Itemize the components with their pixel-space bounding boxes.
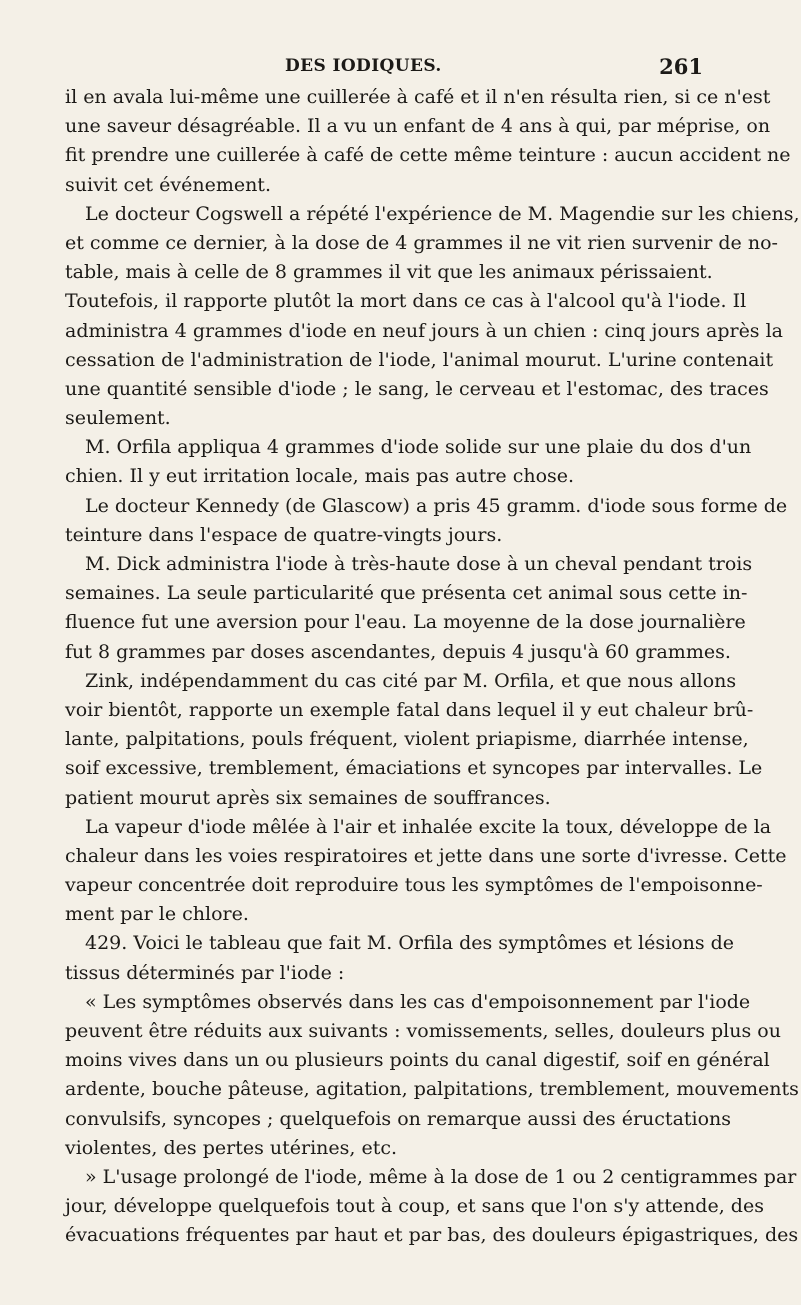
text-line: voir bientôt, rapporte un exemple fatal dans lequel il y eut chaleur brû- (65, 698, 754, 721)
text-line: chien. Il y eut irritation locale, mais pas autre chose. (65, 465, 575, 488)
text-line: jour, développe quelquefois tout à coup, et sans que l'on s'y attende, des (65, 1195, 764, 1218)
text-line: soif excessive, tremblement, émaciations et syncopes par intervalles. Le (65, 757, 763, 780)
text-line: peuvent être réduits aux suivants : vomissements, selles, douleurs plus ou (65, 1020, 781, 1042)
text-line: fut 8 grammes par doses ascendantes, depuis 4 jusqu'à 60 grammes. (65, 640, 731, 663)
text-line: M. Dick administra l'iode à très-haute dose à un cheval pendant trois (85, 553, 753, 575)
running-title: DES IODIQUES. (285, 56, 442, 76)
text-line: administra 4 grammes d'iode en neuf jours à un chien : cinq jours après la (65, 319, 784, 342)
text-line: tissus déterminés par l'iode : (65, 961, 345, 984)
text-line: Zink, indépendamment du cas cité par M. Orfila, et que nous allons (85, 669, 737, 692)
text-line: 429. Voici le tableau que fait M. Orfila des symptômes et lésions de (85, 932, 735, 955)
text-line: ardente, bouche pâteuse, agitation, palpitations, tremblement, mouvements (65, 1078, 799, 1101)
page-number: 261 (659, 54, 703, 79)
text-line: La vapeur d'iode mêlée à l'air et inhalée excite la toux, développe de la (85, 815, 772, 838)
text-line: » L'usage prolongé de l'iode, même à la dose de 1 ou 2 centigrammes par (85, 1165, 797, 1188)
text-line: seulement. (65, 407, 171, 430)
text-line: M. Orfila appliqua 4 grammes d'iode solide sur une plaie du dos d'un (85, 436, 752, 459)
text-line: vapeur concentrée doit reproduire tous les symptômes de l'empoisonne- (65, 874, 763, 897)
body-text (65, 83, 800, 1251)
text-line: cessation de l'administration de l'iode, l'animal mourut. L'urine contenait (65, 348, 774, 371)
text-line: moins vives dans un ou plusieurs points du canal digestif, soif en général (65, 1049, 770, 1072)
text-line: semaines. La seule particularité que présenta cet animal sous cette in- (65, 582, 748, 605)
text-line: violentes, des pertes utérines, etc. (65, 1136, 398, 1159)
text-line: Le docteur Cogswell a répété l'expérience de M. Magendie sur les chiens, (85, 202, 800, 225)
text-line: convulsifs, syncopes ; quelquefois on remarque aussi des éructations (65, 1107, 732, 1130)
text-line: teinture dans l'espace de quatre-vingts jours. (65, 523, 503, 546)
text-line: patient mourut après six semaines de souffrances. (65, 786, 551, 809)
text-line: « Les symptômes observés dans les cas d'empoisonnement par l'iode (85, 990, 751, 1013)
text-line: il en avala lui-même une cuillerée à café et il n'en résulta rien, si ce n'est (65, 86, 771, 108)
text-line: table, mais à celle de 8 grammes il vit que les animaux périssaient. (65, 261, 713, 284)
text-line: Toutefois, il rapporte plutôt la mort dans ce cas à l'alcool qu'à l'iode. Il (65, 290, 747, 313)
text-line: évacuations fréquentes par haut et par bas, des douleurs épigastriques, des (65, 1224, 799, 1247)
text-line: et comme ce dernier, à la dose de 4 grammes il ne vit rien survenir de no- (65, 231, 778, 254)
text-line: une saveur désagréable. Il a vu un enfant de 4 ans à qui, par méprise, on (65, 115, 771, 138)
text-line: chaleur dans les voies respiratoires et jette dans une sorte d'ivresse. Cette (65, 844, 787, 867)
text-line: ment par le chlore. (65, 903, 249, 926)
text-line: lante, palpitations, pouls fréquent, violent priapisme, diarrhée intense, (65, 728, 749, 751)
text-line: fluence fut une aversion pour l'eau. La moyenne de la dose journalière (65, 611, 746, 634)
text-line: fit prendre une cuillerée à café de cette même teinture : aucun accident ne (65, 144, 791, 167)
page-header (65, 50, 703, 80)
text-line: une quantité sensible d'iode ; le sang, le cerveau et l'estomac, des traces (65, 377, 769, 400)
text-line: Le docteur Kennedy (de Glascow) a pris 45 gramm. d'iode sous forme de (85, 494, 788, 517)
text-line: suivit cet événement. (65, 173, 271, 196)
